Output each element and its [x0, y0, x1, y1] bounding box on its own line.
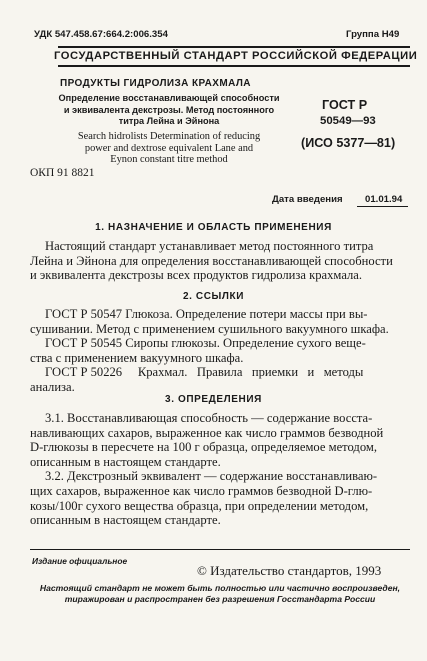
text-line: Настоящий стандарт устанавливает метод постоянного титра [45, 239, 374, 253]
text-line: щих сахаров, выраженное как число граммов безводной D-глю- [30, 483, 373, 498]
gost-code: 50549—93 [320, 115, 376, 127]
text-line: 3.2. Декстрозный эквивалент — содержание восстанавливаю- [45, 469, 378, 484]
iso-reference: (ИСО 5377—81) [301, 136, 396, 150]
text-line: ства с применением вакуумного шкафа. [30, 350, 244, 365]
text-line: анализа. [30, 379, 75, 394]
section-3-title: 3. ОПРЕДЕЛЕНИЯ [165, 394, 262, 405]
footer-rule [30, 549, 410, 550]
text-line: сушивании. Метод с применением сушильного вакуумного шкафа. [30, 321, 389, 336]
date-label: Дата введения [272, 194, 343, 205]
text-line: навливающих сахаров, выраженное как число граммов безводной [30, 425, 384, 440]
group-code: Группа Н49 [346, 29, 400, 40]
date-value: 01.01.94 [365, 194, 403, 205]
udk-code: УДК 547.458.67:664.2:006.354 [34, 29, 168, 40]
section-1-title: 1. НАЗНАЧЕНИЕ И ОБЛАСТЬ ПРИМЕНЕНИЯ [95, 222, 332, 233]
subtitle-en-line: power and dextrose equivalent Lane and [84, 142, 254, 154]
text-line: ГОСТ Р 50226 Крахмал. Правила приемки и методы [45, 365, 364, 380]
text-line: Лейна и Эйнона для определения восстанавливающей способности [30, 253, 393, 268]
text-line: D-глюкозы в пересчете на 100 г образца, определяемое методом, [30, 440, 378, 455]
gost-label: ГОСТ Р [322, 98, 368, 112]
section-1-text [30, 239, 408, 283]
subtitle-en-line: Search hidrolists Determination of reducing [77, 131, 261, 142]
section-2-title: 2. ССЫЛКИ [182, 291, 245, 302]
okp-code: ОКП 91 8821 [30, 167, 95, 179]
header-top-rule [58, 46, 410, 48]
text-line: описанным в настоящем стандарте. [30, 454, 221, 469]
section-2-text [30, 307, 408, 395]
subtitle-en [58, 131, 280, 166]
main-title: ПРОДУКТЫ ГИДРОЛИЗА КРАХМАЛА [60, 78, 251, 89]
subtitle-ru [58, 93, 280, 128]
subtitle-en-line: Eynon constant titre method [110, 154, 228, 166]
subtitle-ru-line: Определение восстанавливающей способности [58, 93, 280, 103]
text-line: ГОСТ Р 50545 Сиропы глюкозы. Определение сухого веще- [45, 336, 366, 351]
date-underline [357, 206, 408, 207]
notice-line: Настоящий стандарт не может быть полностью или частично воспроизведен, [39, 583, 401, 593]
copyright-line: © Издательство стандартов, 1993 [197, 563, 382, 578]
subtitle-ru-line: титра Лейна и Эйнона [118, 116, 220, 126]
subtitle-ru-line: и эквивалента декстрозы. Метод постоянного [63, 104, 275, 115]
edition-label: Издание официальное [32, 556, 128, 566]
header-bottom-rule [58, 65, 410, 67]
text-line: и эквивалента декстрозы всех продуктов гидролиза крахмала. [30, 268, 363, 283]
reproduction-notice [30, 583, 410, 605]
text-line: описанным в настоящем стандарте. [30, 513, 221, 528]
section-3-text [30, 411, 408, 528]
org-title: ГОСУДАРСТВЕННЫЙ СТАНДАРТ РОССИЙСКОЙ ФЕДЕРАЦИИ [54, 50, 418, 62]
text-line: ГОСТ Р 50547 Глюкоза. Определение потери массы при вы- [45, 307, 368, 321]
text-line: козы/100г сухого вещества образца, при определении методом, [30, 498, 369, 513]
notice-line: тиражирован и распространен без разрешения Госстандарта России [64, 594, 376, 604]
text-line: 3.1. Восстанавливающая способность — содержание восста- [45, 411, 373, 425]
